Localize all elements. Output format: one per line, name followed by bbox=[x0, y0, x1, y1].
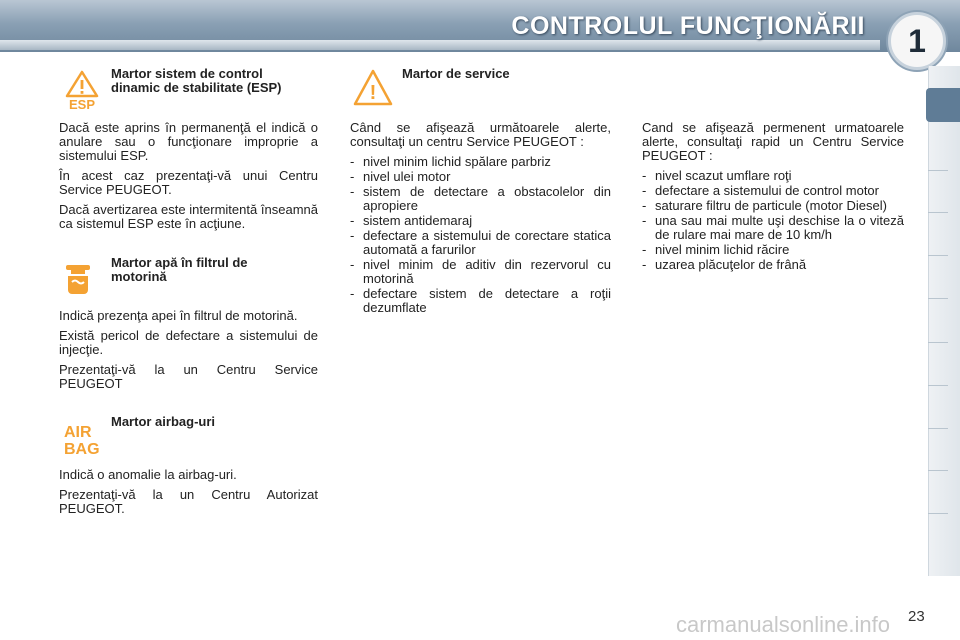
list-item: - defectare a sistemului de control motor bbox=[642, 184, 904, 198]
rail-notch bbox=[928, 428, 948, 429]
list-item: - uzarea plăcuţelor de frână bbox=[642, 258, 904, 272]
watermark: carmanualsonline.info bbox=[676, 612, 891, 637]
svg-text:!: ! bbox=[369, 82, 377, 104]
airbag-paragraph-1: Indică o anomalie la airbag-uri. bbox=[59, 467, 237, 482]
water-filter-heading-line1: Martor apă în filtrul de bbox=[111, 255, 248, 270]
esp-heading-line2: dinamic de stabilitate (ESP) bbox=[111, 80, 282, 95]
water-filter-heading bbox=[111, 256, 321, 284]
side-tab-rail bbox=[928, 66, 960, 576]
service-column-2 bbox=[642, 121, 904, 273]
service-warning-icon bbox=[352, 68, 394, 108]
list-item: - defectare a sistemului de corectare statica automată a farurilor bbox=[350, 229, 611, 257]
svg-text:ESP: ESP bbox=[68, 97, 96, 110]
chapter-tab-active[interactable] bbox=[926, 88, 960, 122]
page-title: CONTROLUL FUNCŢIONĂRII bbox=[511, 12, 865, 40]
water-filter-text bbox=[59, 309, 318, 397]
header-stripe bbox=[0, 40, 880, 50]
list-item: - sistem antidemaraj bbox=[350, 214, 611, 228]
esp-paragraph-2: În acest caz prezentaţi-vă unui Centru Service PEUGEOT. bbox=[59, 168, 318, 197]
rail-notch bbox=[928, 470, 948, 471]
page-header bbox=[0, 0, 960, 52]
list-item: - sistem de detectare a obstacolelor din apropiere bbox=[350, 185, 611, 213]
esp-paragraph-3: Dacă avertizarea este intermitentă înseamnă ca sistemul ESP este în acţiune. bbox=[59, 202, 318, 231]
airbag-warning-icon bbox=[62, 422, 102, 456]
svg-text:AIR: AIR bbox=[64, 424, 92, 441]
esp-heading bbox=[111, 67, 321, 95]
water-filter-heading-line2: motorină bbox=[111, 269, 167, 284]
service-alert-list-1 bbox=[350, 155, 611, 315]
airbag-text bbox=[59, 468, 318, 522]
rail-notch bbox=[928, 170, 948, 171]
airbag-paragraph-2: Prezentaţi-vă la un Centru Autorizat PEUGEOT. bbox=[59, 487, 318, 516]
rail-notch bbox=[928, 298, 948, 299]
list-item: - nivel minim lichid spălare parbriz bbox=[350, 155, 611, 169]
service-heading: Martor de service bbox=[402, 66, 510, 81]
water-paragraph-3: Prezentaţi-vă la un Centru Service PEUGEOT bbox=[59, 362, 318, 391]
esp-text bbox=[59, 121, 318, 237]
airbag-heading: Martor airbag-uri bbox=[111, 414, 216, 429]
list-item: - nivel ulei motor bbox=[350, 170, 611, 184]
list-item: - nivel scazut umflare roţi bbox=[642, 169, 904, 183]
service-intro: Când se afişează următoarele alerte, consultaţi un centru Service PEUGEOT : bbox=[350, 120, 611, 149]
list-item: - saturare filtru de particule (motor Diesel) bbox=[642, 199, 904, 213]
esp-heading-line1: Martor sistem de control bbox=[111, 66, 263, 81]
water-in-fuel-filter-icon bbox=[62, 262, 94, 300]
service-column-1 bbox=[350, 121, 611, 316]
svg-text:BAG: BAG bbox=[64, 441, 100, 456]
rail-notch bbox=[928, 212, 948, 213]
service-alert-list-2 bbox=[642, 169, 904, 272]
esp-warning-icon bbox=[64, 70, 100, 110]
list-item: - nivel minim de aditiv din rezervorul cu motorină bbox=[350, 258, 611, 286]
rail-notch bbox=[928, 255, 948, 256]
list-item: - defectare sistem de detectare a roţii dezumflate bbox=[350, 287, 611, 315]
chapter-badge: 1 bbox=[888, 12, 946, 70]
water-paragraph-1: Indică prezenţa apei în filtrul de motorină. bbox=[59, 308, 298, 323]
rail-notch bbox=[928, 513, 948, 514]
rail-notch bbox=[928, 342, 948, 343]
service-intro-2: Cand se afişează permenent urmatoarele alerte, consultaţi rapid un Centru Service PEUGEOT : bbox=[642, 120, 904, 163]
list-item: - nivel minim lichid răcire bbox=[642, 243, 904, 257]
rail-notch bbox=[928, 385, 948, 386]
esp-paragraph-1: Dacă este aprins în permanenţă el indică o anulare sau o funcţionare improprie a sistemului ESP. bbox=[59, 120, 318, 163]
water-paragraph-2: Există pericol de defectare a sistemului de injecţie. bbox=[59, 328, 318, 357]
page-number: 23 bbox=[908, 608, 925, 625]
list-item: - una sau mai multe uşi deschise la o viteză de rulare mai mare de 10 km/h bbox=[642, 214, 904, 242]
